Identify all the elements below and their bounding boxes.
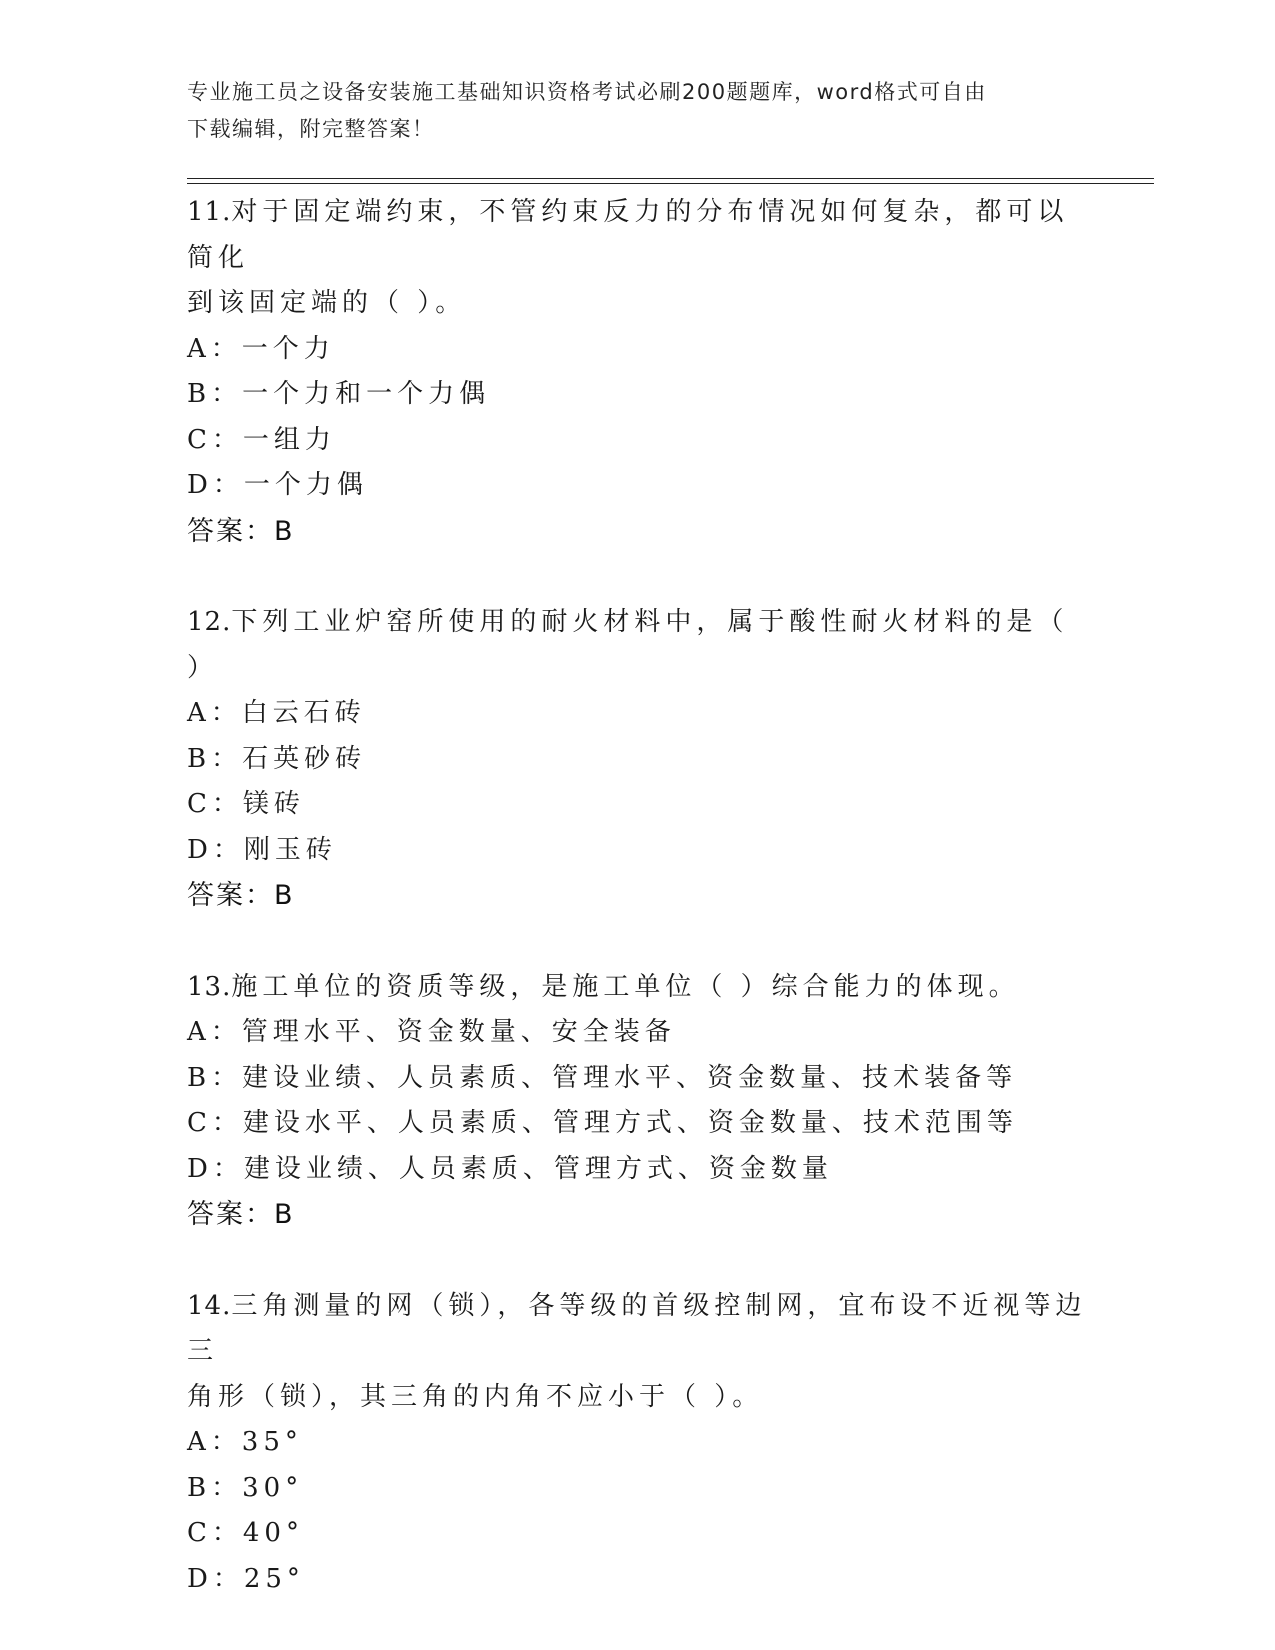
option-b: B：30°: [187, 1472, 304, 1503]
option-b: B：一个力和一个力偶: [187, 379, 491, 409]
question-text: [187, 965, 1087, 1011]
answer-line: 答案：B: [187, 515, 295, 547]
header-divider-top: [187, 178, 1154, 179]
option-a: A：管理水平、资金数量、安全装备: [187, 1017, 676, 1047]
option-c: C：镁砖: [187, 789, 305, 819]
option-c: C：40°: [187, 1518, 304, 1548]
question-text: [187, 600, 1087, 691]
document-header: [187, 74, 1067, 148]
question-14: [187, 1284, 1087, 1603]
question-text-line: 对于固定端约束，不管约束反力的分布情况如何复杂，都可以简化: [187, 197, 1069, 273]
question-number: 11.: [187, 197, 232, 227]
question-number: 12.: [187, 607, 232, 637]
option-d: D：一个力偶: [187, 470, 368, 500]
question-text-line: 施工单位的资质等级，是施工单位（ ）综合能力的体现。: [231, 971, 1020, 1002]
option-d: D：建设业绩、人员素质、管理方式、资金数量: [187, 1153, 833, 1184]
header-line-1: 专业施工员之设备安装施工基础知识资格考试必刷200题题库，word格式可自由: [187, 80, 987, 104]
option-a: A：35°: [187, 1427, 303, 1457]
question-number: 14.: [187, 1290, 232, 1321]
question-text-line: 三角测量的网（锁），各等级的首级控制网，宜布设不近视等边三: [187, 1290, 1087, 1366]
question-number: 13.: [187, 971, 232, 1002]
question-text-line: 到该固定端的（ ）。: [187, 288, 467, 318]
option-d: D：25°: [187, 1563, 305, 1594]
option-d: D：刚玉砖: [187, 834, 337, 865]
header-line-2: 下载编辑，附完整答案！: [187, 117, 435, 141]
question-text-line: 角形（锁），其三角的内角不应小于（ ）。: [187, 1381, 764, 1412]
question-text: [187, 190, 1087, 281]
question-list: [187, 190, 1087, 1602]
answer-line: 答案：B: [187, 880, 295, 911]
option-c: C：建设水平、人员素质、管理方式、资金数量、技术范围等: [187, 1108, 1018, 1138]
answer-line: 答案：B: [187, 1199, 295, 1230]
question-12: [187, 600, 1087, 919]
option-a: A：一个力: [187, 333, 335, 364]
question-text-line: 下列工业炉窑所使用的耐火材料中，属于酸性耐火材料的是（ ）: [187, 607, 1082, 683]
option-b: B：建设业绩、人员素质、管理水平、资金数量、技术装备等: [187, 1062, 1018, 1093]
option-c: C：一组力: [187, 424, 336, 455]
option-a: A：白云石砖: [187, 698, 366, 728]
question-text: [187, 1284, 1087, 1375]
question-13: [187, 965, 1087, 1238]
question-11: [187, 190, 1087, 554]
header-divider-bottom: [187, 183, 1154, 184]
option-b: B：石英砂砖: [187, 743, 367, 774]
